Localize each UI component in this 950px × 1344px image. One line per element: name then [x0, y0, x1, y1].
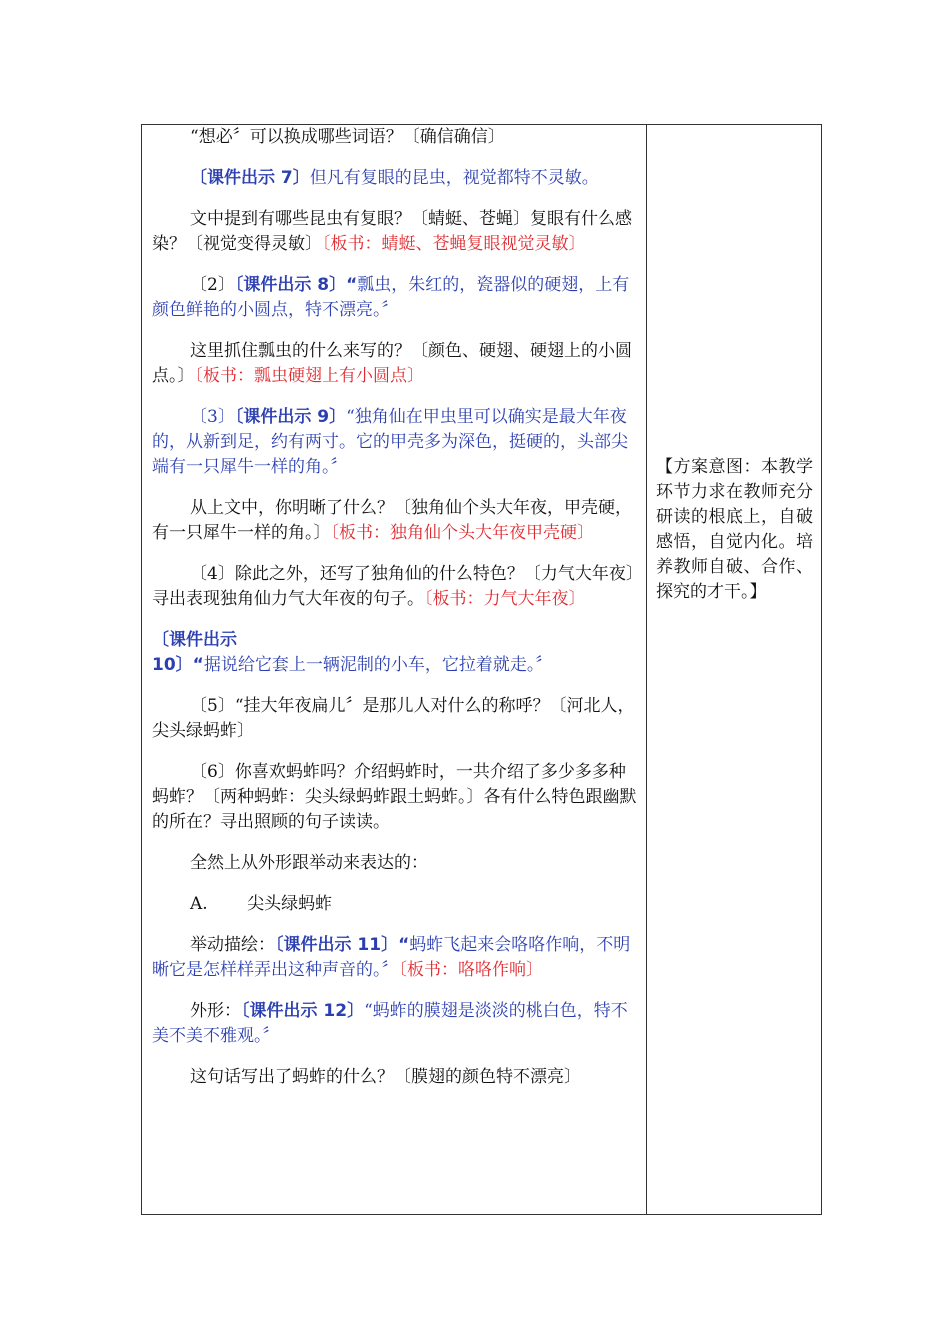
- courseware-paragraph: 〔课件出示 10〕“据说给它套上一辆泥制的小车，它拉着就走。〞: [152, 630, 553, 675]
- list-item: A. 尖头绿蚂蚱: [190, 894, 333, 914]
- paragraph: 这里抓住瓢虫的什么来写的？〔颜色、硬翅、硬翅上的小圆点。〕〔板书：瓢虫硬翅上有小圆点〕: [152, 341, 632, 386]
- courseware-label: 〔课件出示 11〕“: [275, 935, 410, 955]
- courseware-label: 〔课件出示 12〕: [241, 1001, 365, 1021]
- board-note: 〔板书：咯咯作响〕: [398, 960, 543, 980]
- paragraph: 〔5〕“挂大年夜扁儿〞是那儿人对什么的称呼？〔河北人，尖头绿蚂蚱〕: [152, 696, 635, 741]
- courseware-paragraph: 外形：〔课件出示 12〕“蚂蚱的膜翅是淡淡的桃白色，特不美不美不雅观。〞: [152, 1001, 628, 1046]
- design-note: 【方案意图：本教学环节力求在教师充分研读的根底上，自破感悟，自觉内化。培养教师自破、合作、探究的才干。】: [656, 457, 813, 602]
- paragraph: 〔4〕除此之外，还写了独角仙的什么特色？〔力气大年夜〕寻出表现独角仙力气大年夜的句子。〔板书：力气大年夜〕: [152, 564, 635, 609]
- paragraph: 文中提到有哪些昆虫有复眼？〔蜻蜓、苍蝇〕复眼有什么感染？〔视觉变得灵敏〕〔板书：蜻蜓、苍蝇复眼视觉灵敏〕: [152, 209, 632, 254]
- courseware-label: 〔课件出示 9〕: [234, 407, 347, 427]
- paragraph: 〔6〕你喜欢蚂蚱吗？介绍蚂蚱时，一共介绍了多少多多种蚂蚱？〔两种蚂蚱：尖头绿蚂蚱跟土蚂蚱。〕各有什么特色跟幽默的所在？寻出照顾的句子读读。: [152, 762, 637, 832]
- design-note-column: [647, 125, 821, 1214]
- lesson-content-column: [142, 125, 647, 1214]
- courseware-paragraph: 〔课件出示 7〕但凡有复眼的昆虫，视觉都特不灵敏。: [190, 168, 599, 188]
- courseware-paragraph: 〔2〕〔课件出示 8〕“瓢虫，朱红的，瓷器似的硬翅，上有颜色鲜艳的小圆点，特不漂亮。〞: [152, 275, 630, 320]
- paragraph: 全然上从外形跟举动来表达的：: [190, 853, 428, 873]
- courseware-label: 〔课件出示 10〕“: [152, 630, 237, 675]
- courseware-label: 〔课件出示 8〕“: [234, 275, 358, 295]
- courseware-label: 〔课件出示 7〕: [190, 168, 310, 188]
- paragraph: 从上文中，你明晰了什么？〔独角仙个头大年夜，甲壳硬，有一只犀牛一样的角。〕〔板书：独角仙个头大年夜甲壳硬〕: [152, 498, 632, 543]
- courseware-paragraph: 举动描绘：〔课件出示 11〕“蚂蚱飞起来会咯咯作响，不明晰它是怎样样弄出这种声音的。〞〔板书：咯咯作响〕: [152, 935, 631, 980]
- paragraph: 这句话写出了蚂蚱的什么？〔膜翅的颜色特不漂亮〕: [190, 1067, 581, 1087]
- board-note: 〔板书：瓢虫硬翅上有小圆点〕: [194, 366, 424, 386]
- board-note: 〔板书：蜻蜓、苍蝇复眼视觉灵敏〕: [322, 234, 586, 254]
- board-note: 〔板书：力气大年夜〕: [424, 589, 586, 609]
- paragraph: “想必〞可以换成哪些词语？〔确信确信〕: [190, 127, 505, 147]
- board-note: 〔板书：独角仙个头大年夜甲壳硬〕: [330, 523, 594, 543]
- courseware-paragraph: 〔3〕〔课件出示 9〕“独角仙在甲虫里可以确实是最大年夜的，从新到足，约有两寸。它的甲壳多为深色，挺硬的，头部尖端有一只犀牛一样的角。〞: [152, 407, 628, 477]
- lesson-table: [141, 124, 822, 1215]
